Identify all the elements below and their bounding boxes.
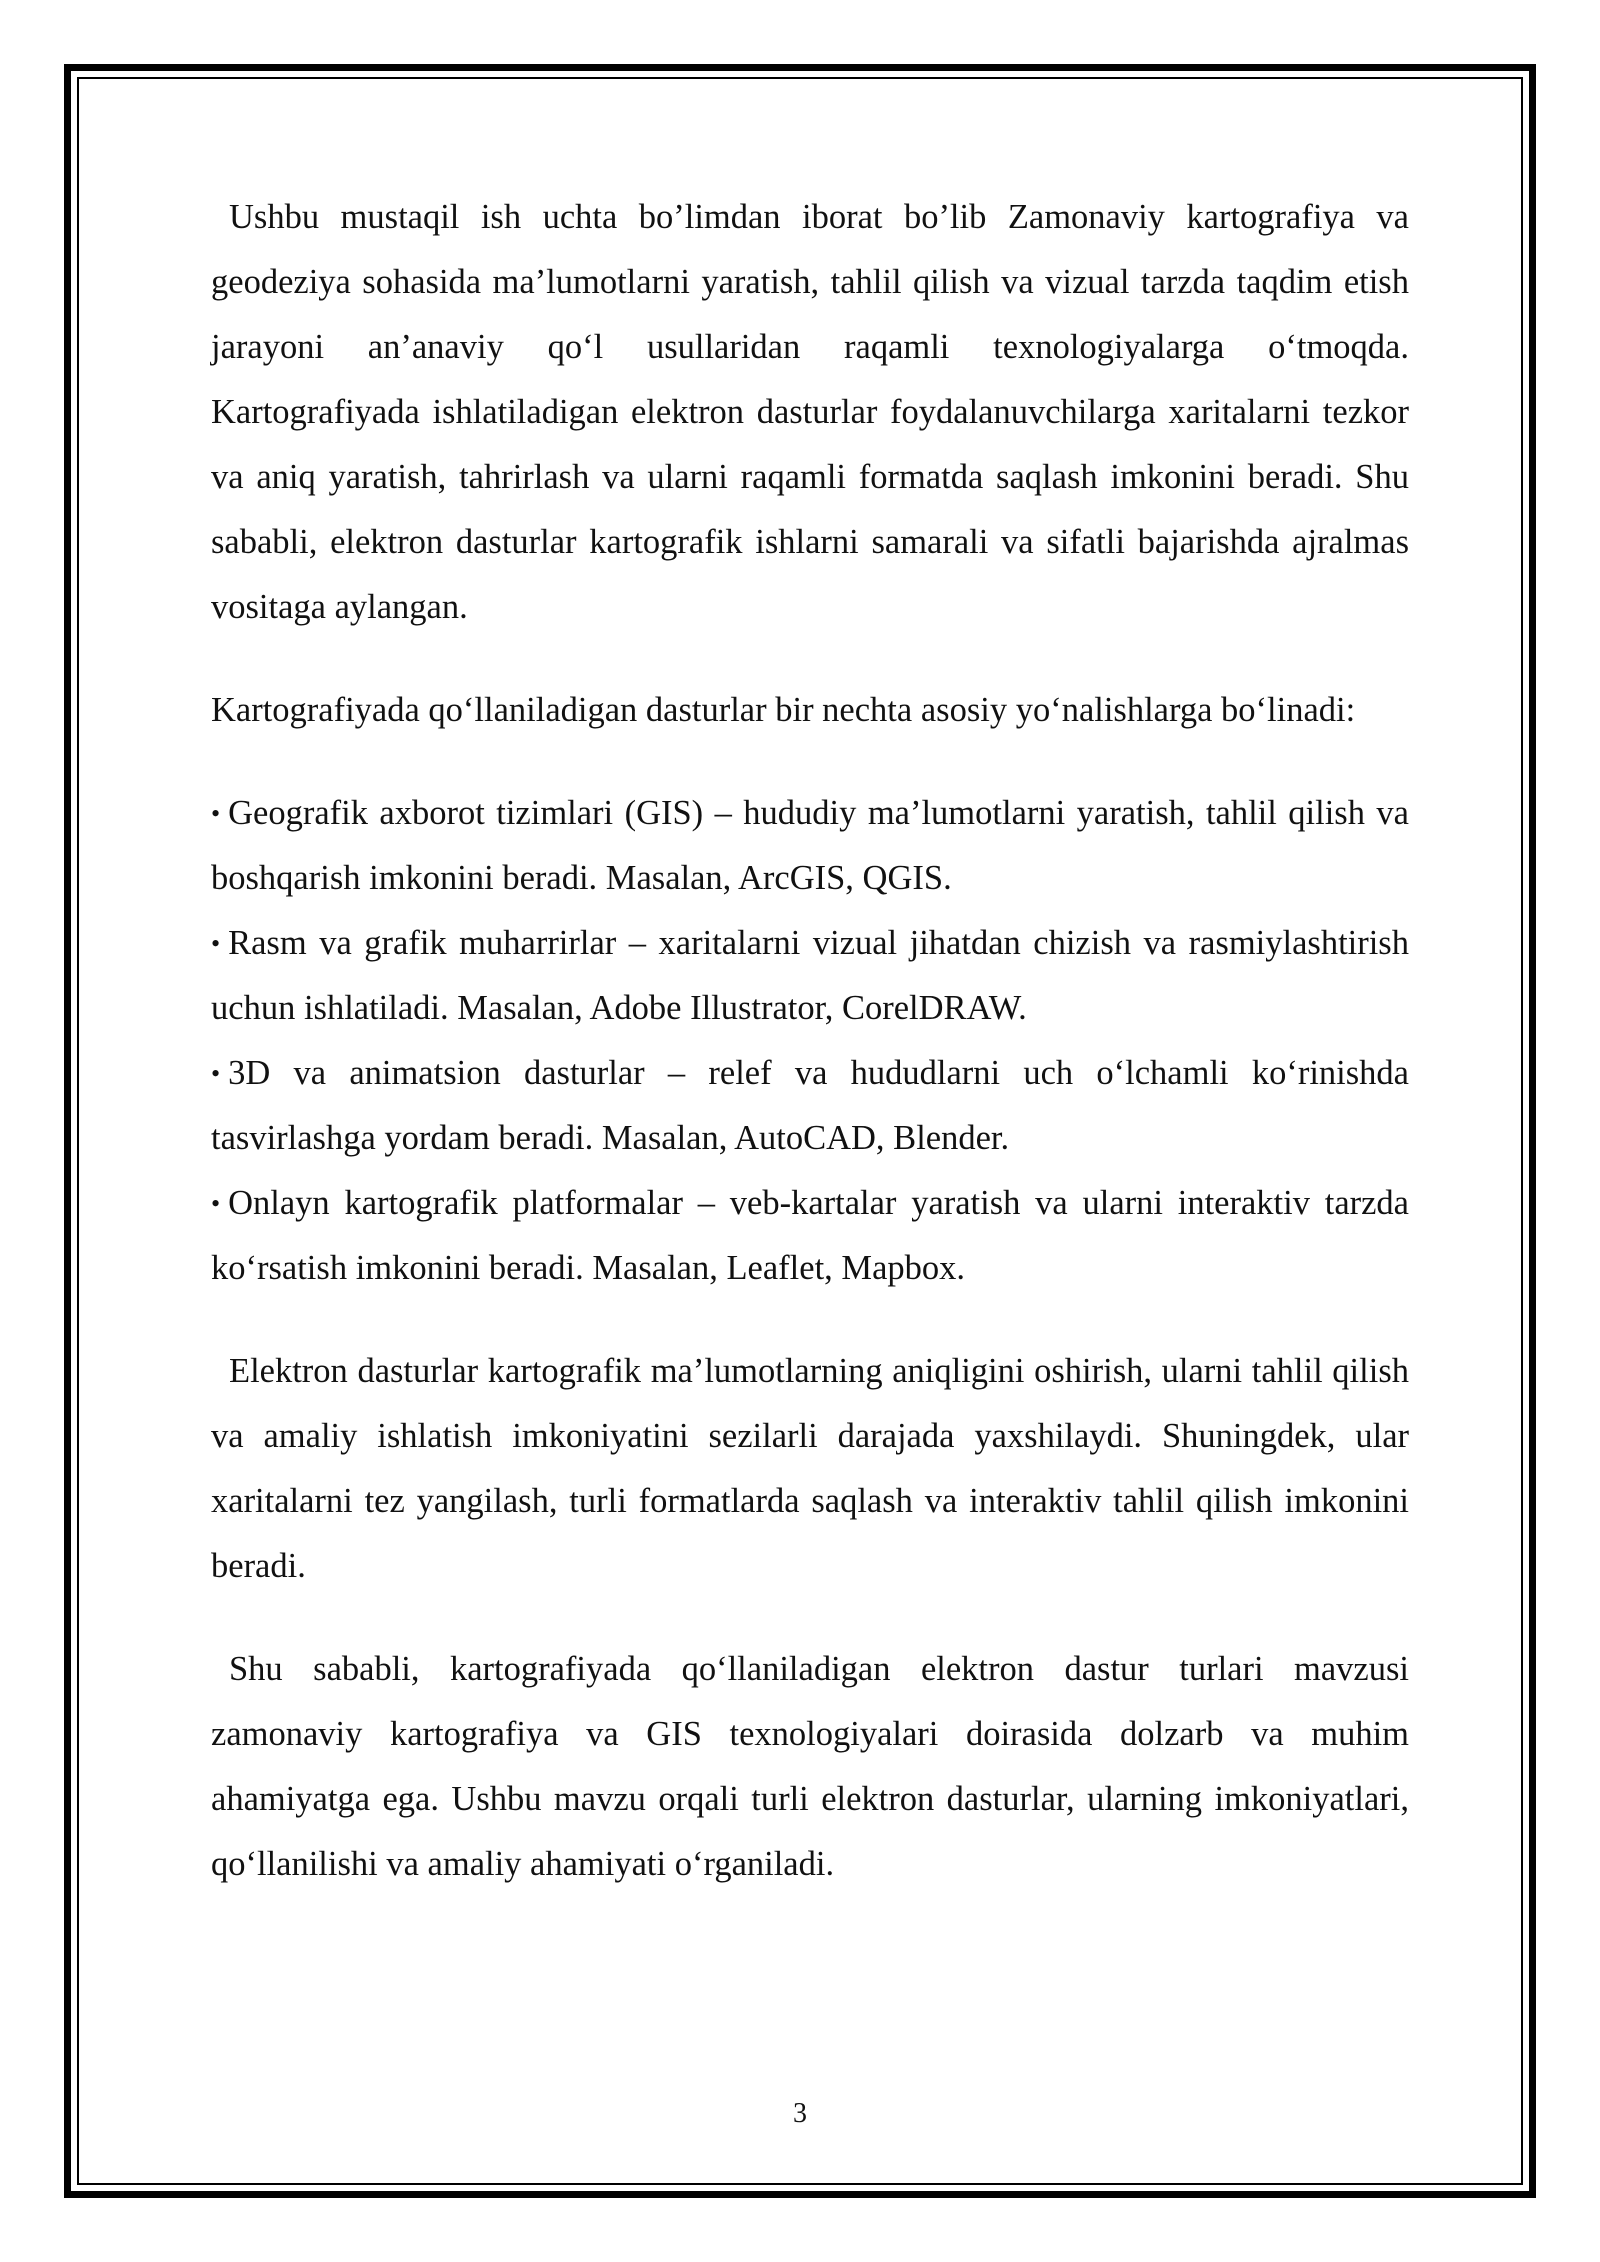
software-types-list [211,781,1409,1301]
list-item [211,1041,1409,1171]
list-item [211,781,1409,911]
intro-paragraph: Ushbu mustaqil ish uchta bo’limdan iborat bo’lib Zamonaviy kartografiya va geodeziya sohasida ma’lumotlarni yaratish, tahlil qilish va vizual tarzda taqdim etish jarayoni an’anaviy qo‘l usullaridan raqamli texnologiyalarga o‘tmoqda. Kartografiyada ishlatiladigan elektron dasturlar foydalanuvchilarga xaritalarni tezkor va aniq yaratish, tahrirlash va ularni raqamli formatda saqlash imkonini beradi. Shu sababli, elektron dasturlar kartografik ishlarni samarali va sifatli bajarishda ajralmas vositaga aylangan. [211,198,1409,626]
paragraph-spacer [211,1599,1409,1637]
paragraph-spacer [211,1301,1409,1339]
bullet-icon: • [211,1189,221,1218]
list-item [211,1171,1409,1301]
list-item-text: Geografik axborot tizimlari (GIS) – hududiy ma’lumotlarni yaratish, tahlil qilish va boshqarish imkonini beradi. Masalan, ArcGIS, QGIS. [211,794,1409,897]
page-number: 3 [793,2098,807,2129]
outro-paragraph: Elektron dasturlar kartografik ma’lumotlarning aniqligini oshirish, ularni tahlil qilish va amaliy ishlatish imkoniyatini sezilarli darajada yaxshilaydi. Shuningdek, ular xaritalarni tez yangilash, turli formatlarda saqlash va interaktiv tahlil qilish imkonini beradi. [211,1352,1409,1585]
list-item-text: Rasm va grafik muharrirlar – xaritalarni vizual jihatdan chizish va rasmiylashtirish uchun ishlatiladi. Masalan, Adobe Illustrator, CorelDRAW. [211,924,1409,1027]
list-item-text: Onlayn kartografik platformalar – veb-kartalar yaratish va ularni interaktiv tarzda ko‘rsatish imkonini beradi. Masalan, Leaflet, Mapbox. [211,1184,1409,1287]
list-item [211,911,1409,1041]
bullet-icon: • [211,1059,221,1088]
paragraph-spacer [211,743,1409,781]
paragraph-spacer [211,640,1409,678]
conclusion-paragraph: Shu sababli, kartografiyada qo‘llaniladigan elektron dastur turlari mavzusi zamonaviy kartografiya va GIS texnologiyalari doirasida dolzarb va muhim ahamiyatga ega. Ushbu mavzu orqali turli elektron dasturlar, ularning imkoniyatlari, qo‘llanilishi va amaliy ahamiyati o‘rganiladi. [211,1650,1409,1883]
page-content [211,185,1409,1897]
bullet-icon: • [211,799,221,828]
list-intro-paragraph: Kartografiyada qo‘llaniladigan dasturlar bir nechta asosiy yo‘nalishlarga bo‘linadi: [211,691,1356,729]
bullet-icon: • [211,929,221,958]
list-item-text: 3D va animatsion dasturlar – relef va hududlarni uch o‘lchamli ko‘rinishda tasvirlashga yordam beradi. Masalan, AutoCAD, Blender. [211,1054,1409,1157]
